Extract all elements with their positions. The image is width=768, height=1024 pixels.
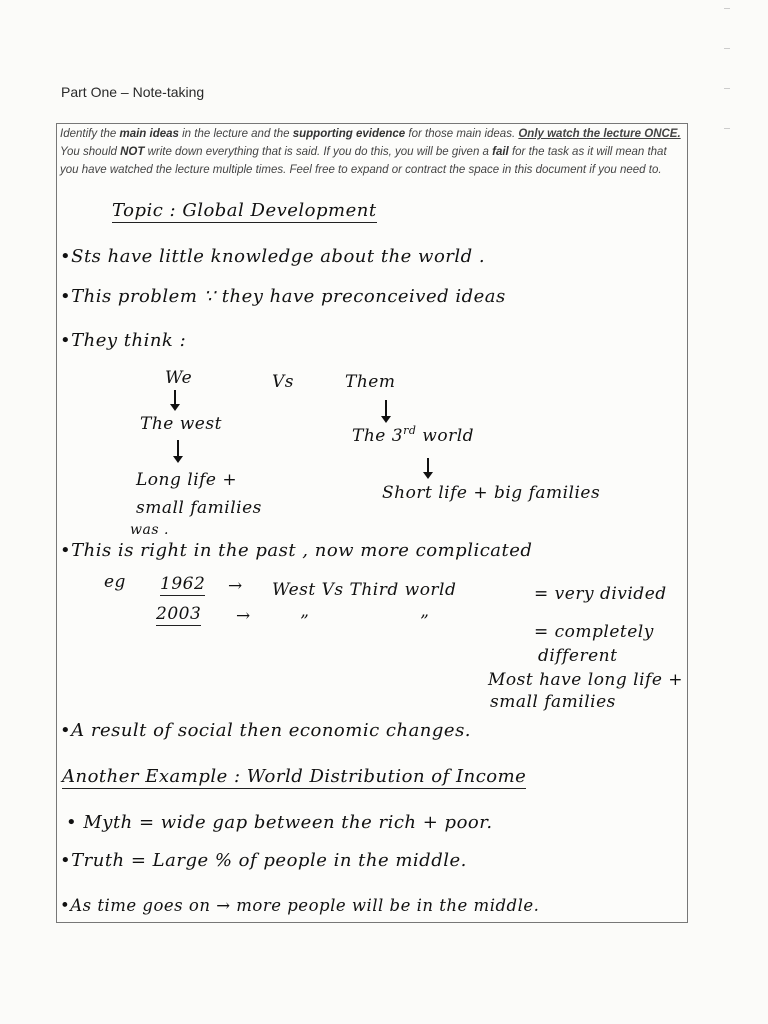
instr-main-ideas: main ideas	[119, 128, 179, 140]
scan-mark	[724, 48, 730, 49]
instr-supporting-evidence: supporting evidence	[292, 128, 406, 140]
diagram-we: We	[165, 368, 193, 388]
right-arrow-icon: →	[228, 576, 243, 596]
scan-mark	[724, 8, 730, 9]
diagram-short-life: Short life + big families	[382, 483, 601, 503]
instr-only-once: Only watch the lecture ONCE.	[518, 128, 681, 140]
note-line-4: •This is right in the past , now more complicated	[60, 540, 533, 561]
note-line-2: •This problem ∵ they have preconceived ideas	[60, 286, 506, 307]
instr-part: in the lecture and the	[178, 128, 293, 140]
diagram-the-west: The west	[140, 414, 222, 434]
note-line-3: •They think :	[60, 330, 187, 351]
diagram-vs: Vs	[272, 372, 295, 392]
note-truth: •Truth = Large % of people in the middle.	[60, 850, 467, 871]
note-west-vs-third: West Vs Third world	[272, 580, 457, 600]
down-arrow-icon	[173, 440, 183, 464]
another-example-label: Another Example	[62, 766, 228, 787]
note-year-2003: 2003	[156, 604, 202, 624]
third-world-text: world	[416, 426, 475, 446]
note-line-5: •A result of social then economic changes.	[60, 720, 472, 741]
another-example-rest: : World Distribution of Income	[227, 766, 527, 787]
note-most-have: Most have long life +	[488, 670, 684, 690]
instr-fail: fail	[492, 146, 509, 158]
third-world-sup: rd	[403, 424, 417, 437]
note-completely: = completely	[534, 622, 654, 642]
diagram-third-world	[352, 424, 474, 446]
note-small-families-2: small families	[490, 692, 616, 712]
note-another-example	[62, 766, 526, 787]
note-ditto: ”	[300, 612, 310, 632]
note-time: •As time goes on → more people will be in the middle.	[60, 896, 540, 915]
down-arrow-icon	[381, 400, 391, 424]
note-line-1: •Sts have little knowledge about the world .	[60, 246, 486, 267]
down-arrow-icon	[170, 390, 180, 412]
note-different: different	[538, 646, 618, 666]
instr-not: NOT	[120, 146, 145, 158]
instr-part: You should	[60, 146, 121, 158]
diagram-small-families: small families	[136, 498, 262, 518]
diagram-long-life: Long life +	[136, 470, 238, 490]
note-very-divided: = very divided	[534, 584, 667, 604]
instructions-text	[60, 125, 685, 179]
instr-part: Identify the	[60, 128, 120, 140]
instr-part: for the task as it will mean that you have watched the lecture multiple times. Feel free to expand or contract the space in this document if you need to.	[60, 146, 667, 176]
scan-mark	[724, 128, 730, 129]
diagram-them: Them	[345, 372, 396, 392]
page-title: Part One – Note-taking	[61, 84, 205, 100]
scan-mark	[724, 88, 730, 89]
note-year-1962: 1962	[160, 574, 206, 594]
note-was-insert: was .	[130, 522, 169, 538]
topic-heading: Topic : Global Development	[112, 200, 377, 221]
instr-part: for those main ideas.	[405, 128, 519, 140]
note-myth: • Myth = wide gap between the rich + poor.	[66, 812, 493, 833]
note-ditto: ”	[420, 612, 430, 632]
third-world-text: The 3	[352, 426, 404, 446]
right-arrow-icon: →	[236, 606, 251, 626]
note-eg: eg	[104, 572, 126, 592]
instr-part: write down everything that is said. If you do this, you will be given a	[144, 146, 493, 158]
down-arrow-icon	[423, 458, 433, 480]
